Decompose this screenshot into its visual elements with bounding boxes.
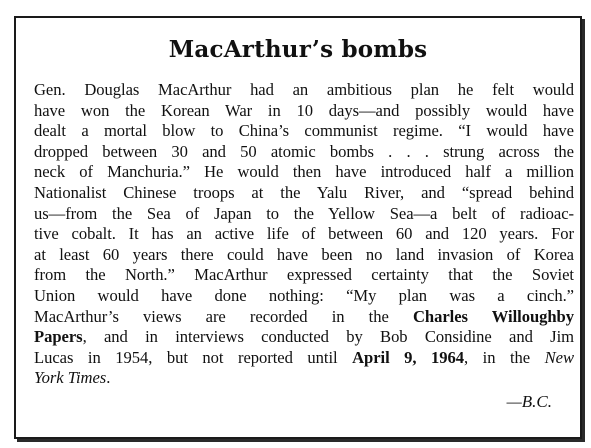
body-line (34, 348, 574, 369)
body-line (34, 327, 574, 348)
source-name: Charles Willoughby (412, 306, 574, 326)
article-title: MacArthur’s bombs (168, 36, 428, 63)
source-name: Papers (34, 327, 83, 347)
body-line: Nationalist Chinese troops at the Yalu River, and “spread behind (34, 182, 574, 202)
body-line: at least 60 years there could have been no land invasion of Korea (34, 244, 574, 264)
report-date: April 9, 1964 (352, 347, 465, 367)
article-body (34, 80, 574, 389)
body-line: have won the Korean War in 10 days—and possibly would have (34, 100, 574, 120)
body-line: dealt a mortal blow to China’s communist regime. “I would have (34, 121, 574, 141)
article-box (14, 16, 582, 439)
body-line: us—from the Sea of Japan to the Yellow Sea—a belt of radioac- (34, 203, 574, 223)
body-line: tive cobalt. It has an active life of between 60 and 120 years. For (34, 224, 574, 244)
body-line: Union would have done nothing: “My plan was a cinch.” (34, 285, 574, 305)
publication-name: New (544, 347, 574, 367)
body-line: from the North.” MacArthur expressed certainty that the Soviet (34, 265, 574, 285)
author-signature: —B.C. (506, 392, 552, 411)
body-line (34, 368, 574, 389)
body-text-segment: Lucas in 1954, but not reported until (34, 347, 338, 367)
body-line: neck of Manchuria.” He would then have introduced half a million (34, 162, 574, 182)
body-text-segment: . (106, 368, 111, 388)
body-text-segment: , in the (464, 347, 531, 367)
body-line: dropped between 30 and 50 atomic bombs . . . strung across the (34, 141, 574, 161)
body-line: Gen. Douglas MacArthur had an ambitious plan he felt would (34, 80, 574, 99)
publication-name: York Times (34, 368, 107, 388)
body-text-segment: MacArthur’s views are recorded in the (34, 306, 389, 326)
body-line (34, 307, 574, 328)
body-text-segment: , and in interviews conducted by Bob Considine and Jim (82, 327, 574, 347)
